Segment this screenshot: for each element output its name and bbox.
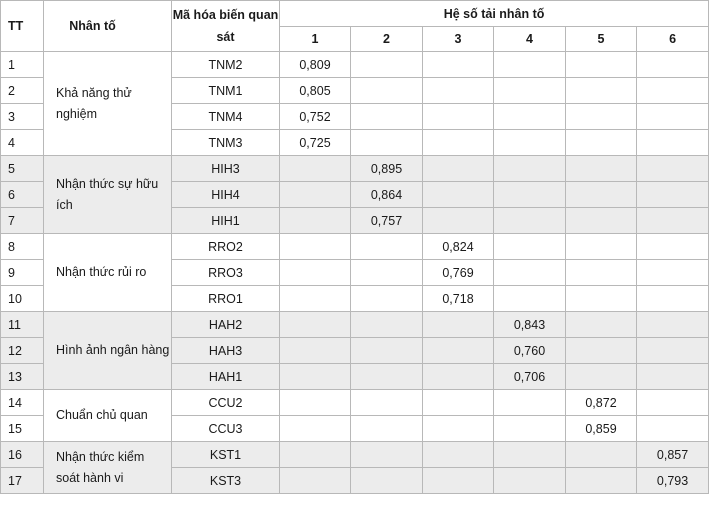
- row-number: 4: [1, 130, 44, 156]
- variable-code: HIH1: [172, 208, 280, 234]
- loading-value: [637, 338, 709, 364]
- loading-value: [423, 364, 494, 390]
- loading-value: [280, 156, 351, 182]
- variable-code: TNM4: [172, 104, 280, 130]
- loading-value: [566, 442, 637, 468]
- loading-value: [637, 260, 709, 286]
- loading-value: [351, 234, 423, 260]
- loading-value: [423, 442, 494, 468]
- factor-name: Nhận thức rủi ro: [44, 234, 172, 312]
- loading-value: [423, 312, 494, 338]
- loading-value: [494, 234, 566, 260]
- table-row: [1, 234, 709, 260]
- table-row: [1, 312, 709, 338]
- loading-value: [566, 364, 637, 390]
- row-number: 6: [1, 182, 44, 208]
- variable-code: TNM3: [172, 130, 280, 156]
- loading-value: [351, 260, 423, 286]
- loading-value: 0,757: [351, 208, 423, 234]
- header-loading: Hệ số tải nhân tố: [280, 1, 709, 27]
- loading-value: [566, 338, 637, 364]
- row-number: 16: [1, 442, 44, 468]
- loading-value: [494, 286, 566, 312]
- loading-value: 0,760: [494, 338, 566, 364]
- loading-value: 0,864: [351, 182, 423, 208]
- loading-value: [423, 52, 494, 78]
- loading-value: [280, 208, 351, 234]
- loading-value: [351, 442, 423, 468]
- header-factor: Nhân tố: [44, 1, 172, 52]
- variable-code: TNM2: [172, 52, 280, 78]
- loading-value: [351, 52, 423, 78]
- header-code: Mã hóa biến quan sát: [172, 1, 280, 52]
- loading-value: [280, 416, 351, 442]
- loading-value: [637, 130, 709, 156]
- loading-value: 0,859: [566, 416, 637, 442]
- loading-value: [423, 468, 494, 494]
- loading-value: 0,769: [423, 260, 494, 286]
- variable-code: KST3: [172, 468, 280, 494]
- loading-value: [351, 78, 423, 104]
- loading-value: [566, 78, 637, 104]
- loading-value: [637, 156, 709, 182]
- row-number: 15: [1, 416, 44, 442]
- loading-value: [566, 286, 637, 312]
- header-factor-number: 1: [280, 27, 351, 52]
- loading-value: [637, 364, 709, 390]
- variable-code: RRO2: [172, 234, 280, 260]
- loading-value: [637, 234, 709, 260]
- loading-value: [494, 78, 566, 104]
- header-factor-number: 6: [637, 27, 709, 52]
- loading-value: 0,824: [423, 234, 494, 260]
- loading-value: [494, 442, 566, 468]
- loading-value: [280, 182, 351, 208]
- loading-value: 0,725: [280, 130, 351, 156]
- factor-name: Hình ảnh ngân hàng: [44, 312, 172, 390]
- loading-value: [566, 234, 637, 260]
- factor-name: Nhận thức sự hữu ích: [44, 156, 172, 234]
- loading-value: [280, 442, 351, 468]
- loading-value: [351, 104, 423, 130]
- loading-value: [280, 286, 351, 312]
- loading-value: [637, 208, 709, 234]
- loading-value: [494, 208, 566, 234]
- variable-code: HIH3: [172, 156, 280, 182]
- loading-value: 0,895: [351, 156, 423, 182]
- row-number: 13: [1, 364, 44, 390]
- loading-value: 0,793: [637, 468, 709, 494]
- header-factor-number: 2: [351, 27, 423, 52]
- variable-code: TNM1: [172, 78, 280, 104]
- loading-value: [494, 104, 566, 130]
- header-factor-number: 5: [566, 27, 637, 52]
- header-tt: TT: [1, 1, 44, 52]
- loading-value: [351, 390, 423, 416]
- loading-value: [423, 78, 494, 104]
- loading-value: [423, 208, 494, 234]
- table-row: [1, 390, 709, 416]
- loading-value: [566, 312, 637, 338]
- loading-value: [280, 312, 351, 338]
- loading-value: [566, 52, 637, 78]
- variable-code: HIH4: [172, 182, 280, 208]
- loading-value: [351, 416, 423, 442]
- loading-value: [566, 468, 637, 494]
- loading-value: 0,809: [280, 52, 351, 78]
- loading-value: [351, 130, 423, 156]
- loading-value: [637, 312, 709, 338]
- loading-value: [566, 182, 637, 208]
- row-number: 9: [1, 260, 44, 286]
- loading-value: [637, 286, 709, 312]
- row-number: 12: [1, 338, 44, 364]
- loading-value: [566, 208, 637, 234]
- loading-value: [494, 130, 566, 156]
- header-factor-number: 4: [494, 27, 566, 52]
- loading-value: [494, 182, 566, 208]
- loading-value: [637, 52, 709, 78]
- variable-code: HAH3: [172, 338, 280, 364]
- table-row: [1, 156, 709, 182]
- row-number: 14: [1, 390, 44, 416]
- row-number: 10: [1, 286, 44, 312]
- loading-value: [637, 78, 709, 104]
- row-number: 8: [1, 234, 44, 260]
- loading-value: [280, 390, 351, 416]
- loading-value: [351, 364, 423, 390]
- variable-code: HAH2: [172, 312, 280, 338]
- loading-value: [280, 468, 351, 494]
- loading-value: [494, 390, 566, 416]
- table-header: [1, 1, 709, 52]
- table-row: [1, 442, 709, 468]
- factor-name: Chuẩn chủ quan: [44, 390, 172, 442]
- factor-name: Nhận thức kiểm soát hành vi: [44, 442, 172, 494]
- row-number: 3: [1, 104, 44, 130]
- loading-value: [494, 52, 566, 78]
- loading-value: [423, 338, 494, 364]
- loading-value: [494, 416, 566, 442]
- loading-value: [351, 312, 423, 338]
- loading-value: 0,706: [494, 364, 566, 390]
- loading-value: [280, 234, 351, 260]
- loading-value: [637, 416, 709, 442]
- loading-value: 0,872: [566, 390, 637, 416]
- loading-value: [494, 156, 566, 182]
- loading-value: [280, 338, 351, 364]
- loading-value: [351, 468, 423, 494]
- loading-value: 0,843: [494, 312, 566, 338]
- loading-value: [494, 260, 566, 286]
- row-number: 2: [1, 78, 44, 104]
- variable-code: RRO3: [172, 260, 280, 286]
- loading-value: [351, 286, 423, 312]
- table-row: [1, 52, 709, 78]
- loading-value: [280, 364, 351, 390]
- variable-code: RRO1: [172, 286, 280, 312]
- loading-value: [351, 338, 423, 364]
- row-number: 11: [1, 312, 44, 338]
- row-number: 17: [1, 468, 44, 494]
- variable-code: HAH1: [172, 364, 280, 390]
- loading-value: [637, 104, 709, 130]
- loading-value: 0,718: [423, 286, 494, 312]
- loading-value: [566, 104, 637, 130]
- header-factor-number: 3: [423, 27, 494, 52]
- loading-value: 0,752: [280, 104, 351, 130]
- loading-value: [423, 156, 494, 182]
- loading-value: [637, 390, 709, 416]
- loading-value: [280, 260, 351, 286]
- loading-value: [423, 130, 494, 156]
- loading-value: [637, 182, 709, 208]
- table-body: [1, 52, 709, 494]
- row-number: 5: [1, 156, 44, 182]
- row-number: 7: [1, 208, 44, 234]
- variable-code: CCU2: [172, 390, 280, 416]
- loading-value: [423, 182, 494, 208]
- loading-value: [423, 104, 494, 130]
- loading-value: 0,805: [280, 78, 351, 104]
- loading-value: [566, 156, 637, 182]
- loading-value: [423, 390, 494, 416]
- loading-value: 0,857: [637, 442, 709, 468]
- factor-name: Khả năng thử nghiệm: [44, 52, 172, 156]
- row-number: 1: [1, 52, 44, 78]
- loading-value: [566, 130, 637, 156]
- variable-code: KST1: [172, 442, 280, 468]
- loading-value: [566, 260, 637, 286]
- variable-code: CCU3: [172, 416, 280, 442]
- loading-value: [423, 416, 494, 442]
- loading-value: [494, 468, 566, 494]
